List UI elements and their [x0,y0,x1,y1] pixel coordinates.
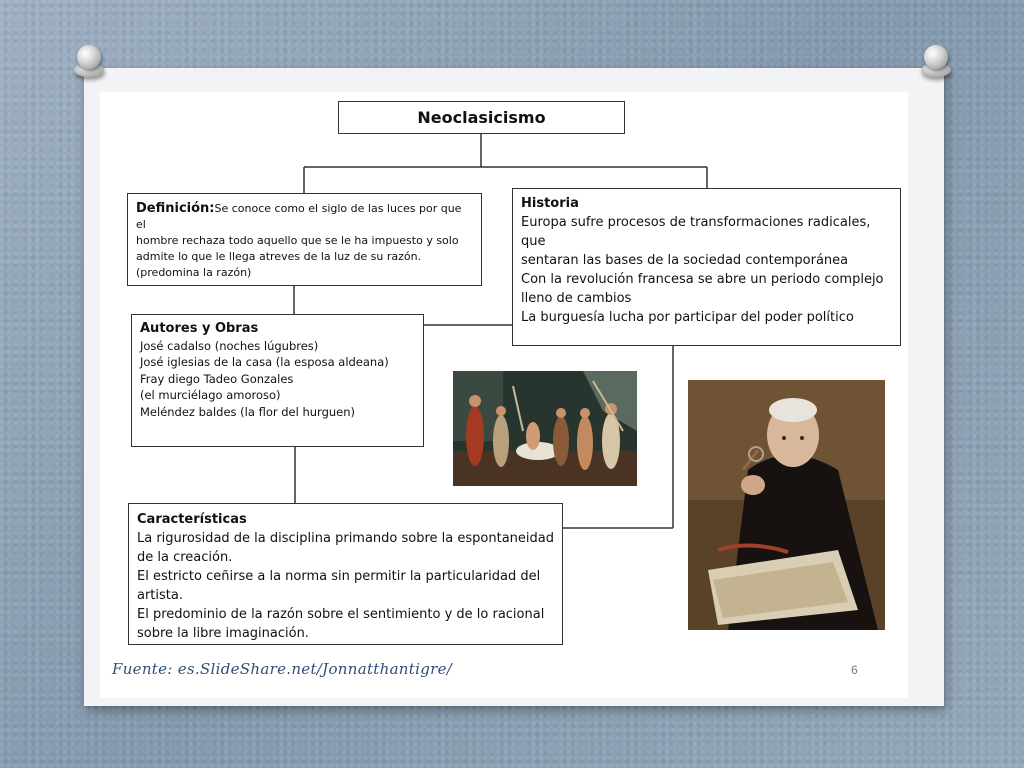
autores-line: (el murciélago amoroso) [140,388,281,402]
historia-line: La burguesía lucha por participar del poder político [521,310,854,325]
definicion-box [127,193,482,286]
autores-line: José cadalso (noches lúgubres) [140,338,319,353]
definicion-heading: Definición: [136,201,215,216]
historia-line: Europa sufre procesos de transformaciones radicales, que [521,215,871,249]
historia-heading: Historia [521,196,579,211]
autores-line: Fray diego Tadeo Gonzales [140,371,294,386]
definicion-text-first: Se conoce como el siglo de las luces por que el [136,202,462,231]
caracteristicas-line: El estricto ceñirse a la norma sin permitir la particularidad del [137,569,541,584]
caracteristicas-line: La rigurosidad de la disciplina primando sobre la espontaneidad [137,531,554,546]
neoclassical-painting-image [453,371,637,486]
historia-line: lleno de cambios [521,291,632,306]
autores-heading: Autores y Obras [140,321,259,336]
historia-box [512,188,901,346]
title-box [338,101,625,134]
caracteristicas-line: de la creación. [137,550,233,565]
caracteristicas-line: El predominio de la razón sobre el sentimiento y de lo racional [137,607,545,622]
portrait-scholar-image [688,380,885,630]
caracteristicas-line: sobre la libre imaginación. [137,626,309,641]
autores-line: José iglesias de la casa (la esposa aldeana) [140,355,389,369]
source-caption: Fuente: es.SlideShare.net/Jonnatthantigre/ [112,660,453,678]
historia-line: sentaran las bases de la sociedad contemporánea [521,253,849,268]
definicion-line: (predomina la razón) [136,266,252,279]
diagram-title: Neoclasicismo [417,108,546,127]
autores-line: Meléndez baldes (la flor del hurguen) [140,404,356,419]
definicion-line: admite lo que le llega atreves de la luz de su razón. [136,250,422,263]
historia-line: Con la revolución francesa se abre un periodo complejo [521,272,884,287]
caracteristicas-heading: Características [137,512,247,527]
caracteristicas-box [128,503,563,645]
definicion-line: hombre rechaza todo aquello que se le ha impuesto y solo [136,234,459,247]
caracteristicas-line: artista. [137,588,183,603]
autores-box [131,314,424,447]
page-number: 6 [851,663,858,677]
